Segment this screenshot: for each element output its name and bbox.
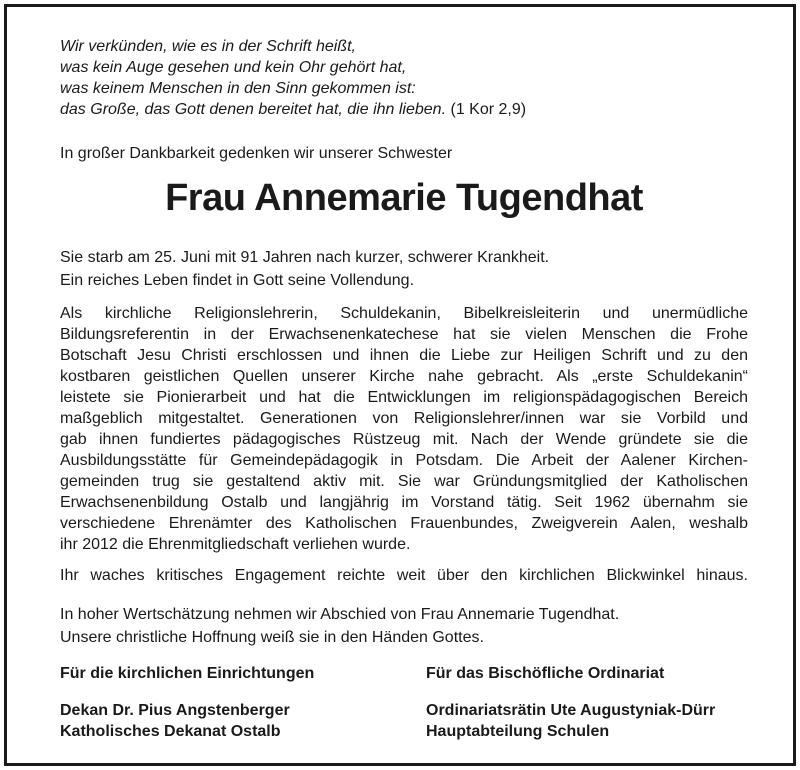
biography-line: gemeinden trug sie gestaltend aktiv mit. Sie war Gründungsmitglied der Katholischen	[60, 473, 748, 490]
verse-reference: (1 Kor 2,9)	[450, 101, 527, 118]
signature-right-organization: Hauptabteilung Schulen	[426, 723, 610, 740]
death-announcement	[60, 246, 748, 292]
signature-left-organization: Katholisches Dekanat Ostalb	[60, 723, 281, 740]
biography-line: ihr 2012 die Ehrenmitgliedschaft verliehen wurde.	[60, 536, 411, 553]
death-line: Ein reiches Leben findet in Gott seine Vollendung.	[60, 272, 415, 289]
biography-line: verschiedene Ehrenämter des Katholischen Frauenbundes, Zweigverein Aalen, weshalb	[60, 515, 748, 532]
biography-line: leistete sie Pionierarbeit und hat die Entwicklungen im religionspädagogischen Bereich	[60, 389, 748, 406]
verse-line: was keinem Menschen in den Sinn gekommen ist:	[60, 80, 416, 97]
farewell-text	[60, 603, 748, 649]
verse-line: Wir verkünden, wie es in der Schrift heißt,	[60, 38, 356, 55]
intro-line: In großer Dankbarkeit gedenken wir unserer Schwester	[60, 145, 453, 162]
notice-content	[60, 7, 748, 763]
biography-line: maßgeblich mitgestaltet. Generationen von Religionslehrer/innen war sie Vorbild und	[60, 410, 748, 427]
engagement-text	[60, 565, 748, 586]
signature-right	[426, 700, 715, 742]
verse-line-last	[60, 99, 748, 120]
bible-verse	[60, 36, 748, 120]
biography-line: Ausbildungsstätte für Gemeindepädagogik in Potsdam. Die Arbeit der Aalener Kirchen-	[60, 452, 748, 469]
biography-line: Botschaft Jesu Christi erschlossen und ihnen die Liebe zur Heiligen Schrift und zu den	[60, 347, 748, 364]
biography-paragraph	[60, 303, 748, 555]
biography-line: gab ihnen fundiertes pädagogisches Rüstzeug mit. Nach der Wende gründete sie die	[60, 431, 748, 448]
death-line: Sie starb am 25. Juni mit 91 Jahren nach kurzer, schwerer Krankheit.	[60, 249, 550, 266]
signature-right-person: Ordinariatsrätin Ute Augustyniak-Dürr	[426, 702, 716, 719]
verse-line-text: das Große, das Gott denen bereitet hat, die ihn lieben.	[60, 101, 447, 118]
signature-left-heading: Für die kirchlichen Einrichtungen	[60, 665, 315, 682]
deceased-name: Frau Annemarie Tugendhat	[165, 177, 643, 219]
biography-line: Erwachsenenbildung Ostalb und langjährig im Vorstand tätig. Seit 1962 übernahm sie	[60, 494, 748, 511]
engagement-line: Ihr waches kritisches Engagement reichte weit über den kirchlichen Blickwinkel hinaus.	[60, 567, 748, 584]
intro-text	[60, 143, 748, 164]
farewell-line: Unsere christliche Hoffnung weiß sie in den Händen Gottes.	[60, 629, 484, 646]
signature-left	[60, 700, 290, 742]
obituary-notice	[4, 4, 796, 766]
biography-line: kostbaren geistlichen Quellen unserer Kirche nahe gebracht. Als „erste Schuldekanin“	[60, 368, 748, 385]
biography-line: Bildungsreferentin in der Erwachsenenkatechese hat sie vielen Menschen die Frohe	[60, 326, 748, 343]
signature-right-heading: Für das Bischöfliche Ordinariat	[426, 665, 665, 682]
farewell-line: In hoher Wertschätzung nehmen wir Abschied von Frau Annemarie Tugendhat.	[60, 606, 620, 623]
verse-line: was kein Auge gesehen und kein Ohr gehört hat,	[60, 59, 407, 76]
biography-line: Als kirchliche Religionslehrerin, Schuldekanin, Bibelkreisleiterin und unermüdliche	[60, 305, 748, 322]
signature-left-person: Dekan Dr. Pius Angstenberger	[60, 702, 290, 719]
